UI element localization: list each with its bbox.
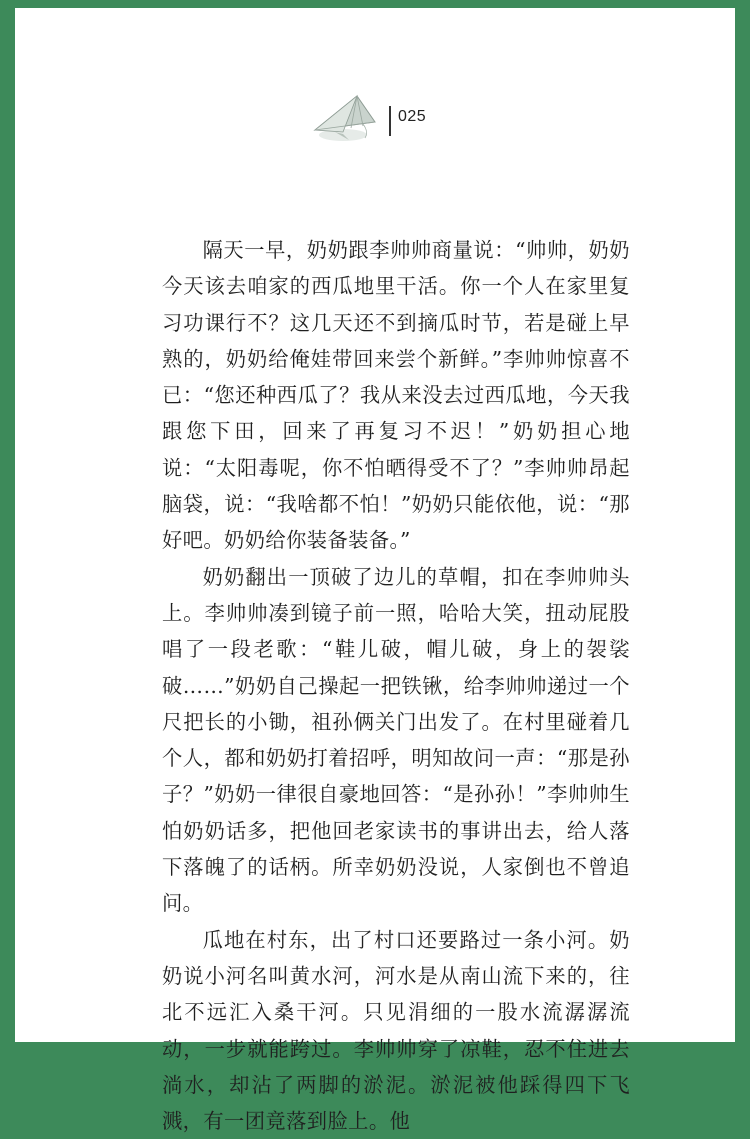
page-number: 025 <box>398 108 427 125</box>
body-text <box>162 232 630 1139</box>
paragraph-3: 瓜地在村东，出了村口还要路过一条小河。奶奶说小河名叫黄水河，河水是从南山流下来的，往北不远汇入桑干河。只见涓细的一股水流潺潺流动，一步就能跨过。李帅帅穿了凉鞋，忍不住进去淌水，却沾了两脚的淤泥。淤泥被他踩得四下飞溅，有一团竟落到脸上。他 <box>162 927 630 1134</box>
header-divider <box>389 106 391 136</box>
paragraph-2: 奶奶翻出一顶破了边儿的草帽，扣在李帅帅头上。李帅帅凑到镜子前一照，哈哈大笑，扭动屁股唱了一段老歌：“鞋儿破，帽儿破，身上的袈裟破……”奶奶自己操起一把铁锹，给李帅帅递过一个尺把长的小锄，祖孙俩关门出发了。在村里碰着几个人，都和奶奶打着招呼，明知故问一声：“那是孙子？”奶奶一律很自豪地回答：“是孙孙！”李帅帅生怕奶奶话多，把他回老家读书的事讲出去，给人落下落魄了的话柄。所幸奶奶没说，人家倒也不曾追问。 <box>162 564 630 916</box>
book-page <box>15 8 735 1134</box>
paragraph-1: 隔天一早，奶奶跟李帅帅商量说：“帅帅，奶奶今天该去咱家的西瓜地里干活。你一个人在家里复习功课行不？这几天还不到摘瓜时节，若是碰上早熟的，奶奶给俺娃带回来尝个新鲜。”李帅帅惊喜不已：“您还种西瓜了？我从来没去过西瓜地，今天我跟您下田，回来了再复习不迟！”奶奶担心地说：“太阳毒呢，你不怕晒得受不了？”李帅帅昂起脑袋，说：“我啥都不怕！”奶奶只能依他，说：“那好吧。奶奶给你装备装备。” <box>162 238 630 553</box>
kite-icon <box>305 88 385 148</box>
page-header <box>305 88 465 148</box>
